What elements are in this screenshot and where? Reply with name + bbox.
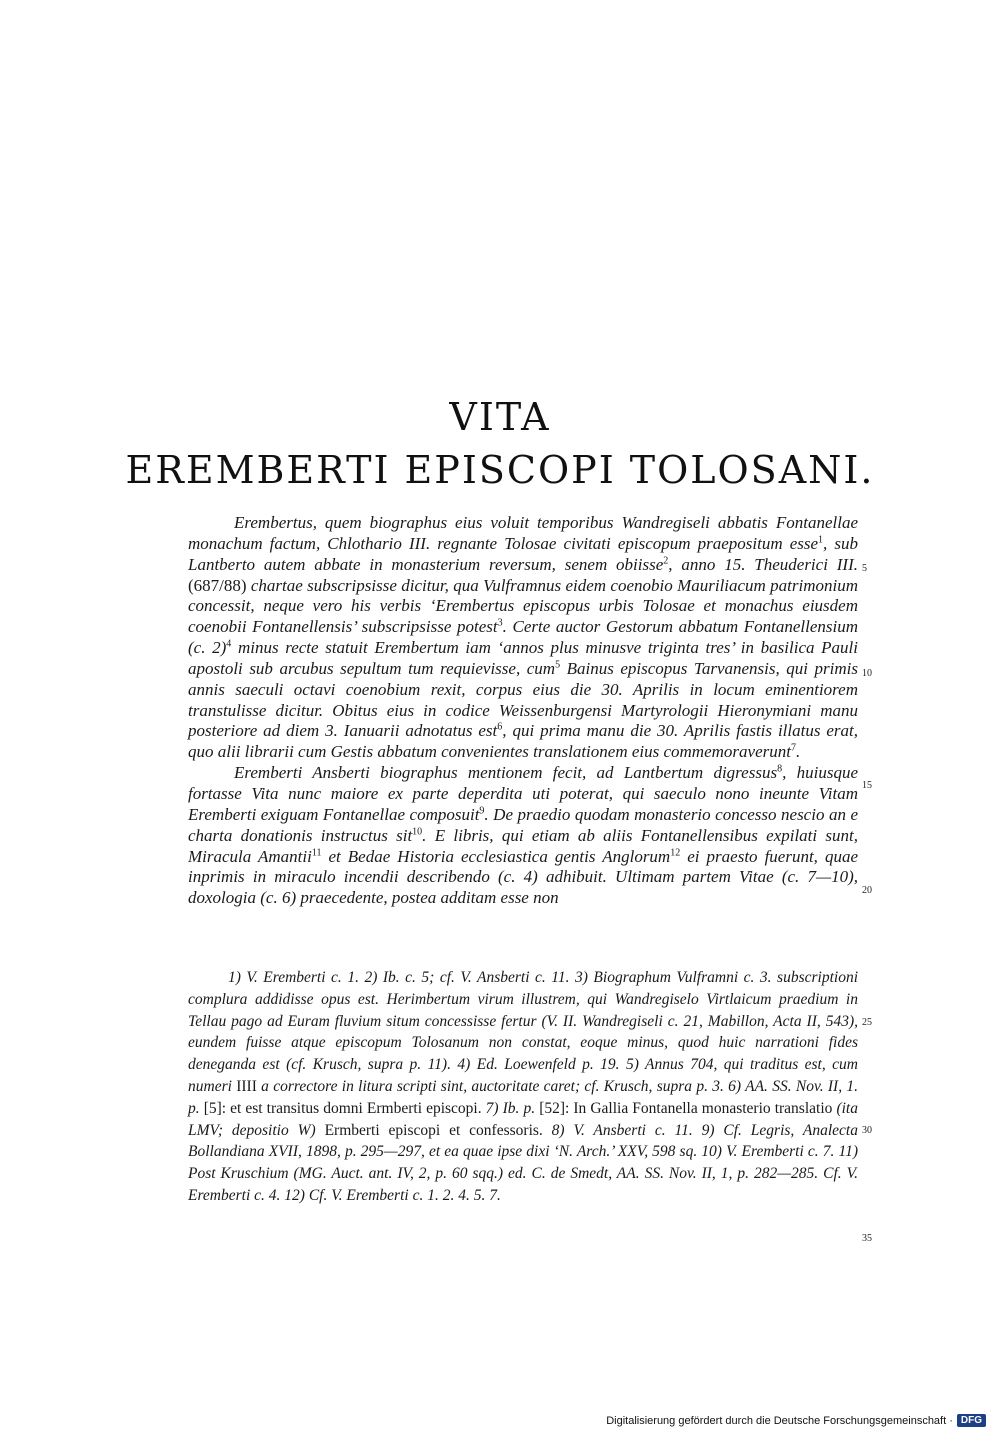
line-number: 5 bbox=[862, 563, 867, 574]
text-segment: Eremberti Ansberti biographus mentionem fecit, ad Lantbertum digressus bbox=[234, 763, 778, 783]
digitization-footer bbox=[606, 1414, 986, 1427]
line-number: 10 bbox=[862, 668, 872, 679]
line-number: 25 bbox=[862, 1017, 872, 1028]
footnotes-paragraph bbox=[188, 967, 858, 1207]
footnote-marker: 12 bbox=[670, 846, 681, 858]
text-segment: (687/88) bbox=[188, 575, 251, 595]
text-segment: chartae subscripsisse dicitur, qua Vulframnus eidem coenobio Mauriliacum patrimonium concessit, neque vero his verbis ‘Erembertus episcopus urbis Tolosae et monachus eiusdem coenobii Fontanellensis’ subscripsisse potest bbox=[188, 575, 859, 637]
footnote-marker: 7 bbox=[790, 742, 796, 754]
text-segment: minus recte statuit Erembertum iam ‘annos plus minusve triginta tres’ in basilica Pauli apostoli sub arcubus sepultum tum requievisse, cum bbox=[188, 638, 858, 678]
footnote-text: a correctore in litura scripti sint, auctoritate caret; cf. Krusch, supra p. 3. 6) AA. SS. Nov. II, 1. p. bbox=[188, 1077, 858, 1117]
text-segment: ei praesto fuerunt, quae inprimis in miraculo incendii describendo (c. 4) adhibuit. Ultimam partem Vitae (c. 7—10), doxologia (c. 6) praecedente, postea additam esse non bbox=[188, 846, 859, 908]
dfg-logo: DFG bbox=[957, 1414, 986, 1427]
title-line-1: VITA bbox=[449, 395, 551, 439]
text-segment: Erembertus, quem biographus eius voluit temporibus Wandregiseli abbatis Fontanellae monachum factum, Chlothario III. regnante Tolosae civitati episcopum praepositum esse bbox=[188, 513, 858, 553]
footnote-marker: 10 bbox=[412, 826, 423, 837]
text-segment: . Certe auctor Gestorum abbatum Fontanellensium (c. 2) bbox=[188, 617, 858, 658]
main-text bbox=[188, 513, 858, 909]
text-segment: , qui prima manu die 30. Aprilis fastis illatus erat, quo alii librarii cum Gestis abbatum convenientes translationem eius commemoraverunt bbox=[188, 721, 859, 762]
line-number: 30 bbox=[862, 1125, 872, 1136]
footnote-marker: 4 bbox=[226, 638, 232, 650]
footnote-marker: 6 bbox=[497, 721, 503, 733]
footer-text: Digitalisierung gefördert durch die Deutsche Forschungsgemeinschaft · bbox=[606, 1414, 953, 1427]
text-segment: . E libris, qui etiam ab aliis Fontanellensibus expilati sunt, Miracula Amantii bbox=[188, 825, 859, 866]
line-number: 15 bbox=[862, 780, 872, 791]
footnote-marker: 3 bbox=[497, 617, 503, 629]
footnote-text: 1) V. Eremberti c. 1. 2) Ib. c. 5; cf. V. Ansberti c. 11. 3) Biographum Vulframni c. 3. subscriptioni complura addidisse opus est. Herimbertum virum illustrem, qui Wandregiselo Virtlaicum praedium in Tellau pago ad Euram fluvium situm concessisse fertur (V. II. Wandregiseli c. 21, Mabillon, Acta II, 543), eundem fuisse atque episcopum Tolosanum non constat, eoque minus, quod huic narrationi fides deneganda est (cf. Krusch, supra p. 11). 4) Ed. Loewenfeld p. 19. 5) Annus 704, qui traditus est, cum numeri bbox=[188, 969, 858, 1095]
footnote-marker: 8 bbox=[777, 763, 783, 775]
line-number: 35 bbox=[862, 1233, 872, 1244]
footnote-marker: 11 bbox=[311, 846, 322, 858]
text-segment: , sub Lantberto autem abbate in monasterium reversum, senem obiisse bbox=[188, 533, 858, 574]
footnotes bbox=[188, 967, 858, 1207]
text-segment: et Bedae Historia ecclesiastica gentis Anglorum bbox=[321, 846, 671, 866]
paragraph-2 bbox=[188, 763, 858, 909]
title-line-2: EREMBERTI EPISCOPI TOLOSANI. bbox=[125, 448, 875, 492]
footnote-marker: 5 bbox=[555, 659, 561, 671]
line-number: 20 bbox=[862, 885, 872, 896]
text-segment: . De praedio quodam monasterio concesso nescio an e charta donationis instructus sit bbox=[188, 804, 858, 845]
footnote-text: 8) V. Ansberti c. 11. 9) Cf. Legris, Analecta Bollandiana XVII, 1898, p. 295—297, et ea quae ipse dixi ‘N. Arch.’ XXV, 598 sq. 10) V. Eremberti c. 7. 11) Post Kruschium (MG. Auct. ant. IV, 2, p. 60 sqq.) ed. C. de Smedt, AA. SS. Nov. II, 1, p. 282—285. Cf. V. Eremberti c. 4. 12) Cf. V. Eremberti c. 1. 2. 4. 5. 7. bbox=[188, 1121, 858, 1204]
footnote-text: (ita LMV; depositio W) bbox=[188, 1099, 858, 1139]
footnote-text: [5]: et est transitus domni Ermberti episcopi. bbox=[203, 1099, 482, 1117]
footnote-marker: 9 bbox=[479, 805, 485, 817]
footnote-text: IIII bbox=[236, 1077, 257, 1095]
text-segment: , huiusque fortasse Vita nunc maiore ex parte deperdita uti poterat, qui saeculo nono ineunte Vitam Eremberti exiguam Fontanellae composuit bbox=[188, 763, 858, 824]
text-segment: , anno 15. Theuderici III. bbox=[668, 554, 858, 574]
paragraph-1 bbox=[188, 513, 858, 763]
footnote-text: Ermberti episcopi et confessoris. bbox=[324, 1121, 543, 1139]
text-segment: . bbox=[795, 742, 801, 762]
footnote-text: [52]: In Gallia Fontanella monasterio translatio bbox=[539, 1099, 833, 1117]
footnote-text: 7) Ib. p. bbox=[481, 1099, 540, 1117]
footnote-marker: 2 bbox=[663, 555, 669, 567]
footnote-marker: 1 bbox=[818, 534, 824, 546]
text-segment: Bainus episcopus Tarvanensis, qui primis annis saeculi octavi coenobium rexit, corpus eius die 30. Aprilis in locum eminentiorem transtulisse dicitur. Obitus eius in codice Weissenburgensi Martyrologii Hieronymiani manu posteriore ad diem 3. Ianuarii adnotatus est bbox=[188, 658, 858, 741]
